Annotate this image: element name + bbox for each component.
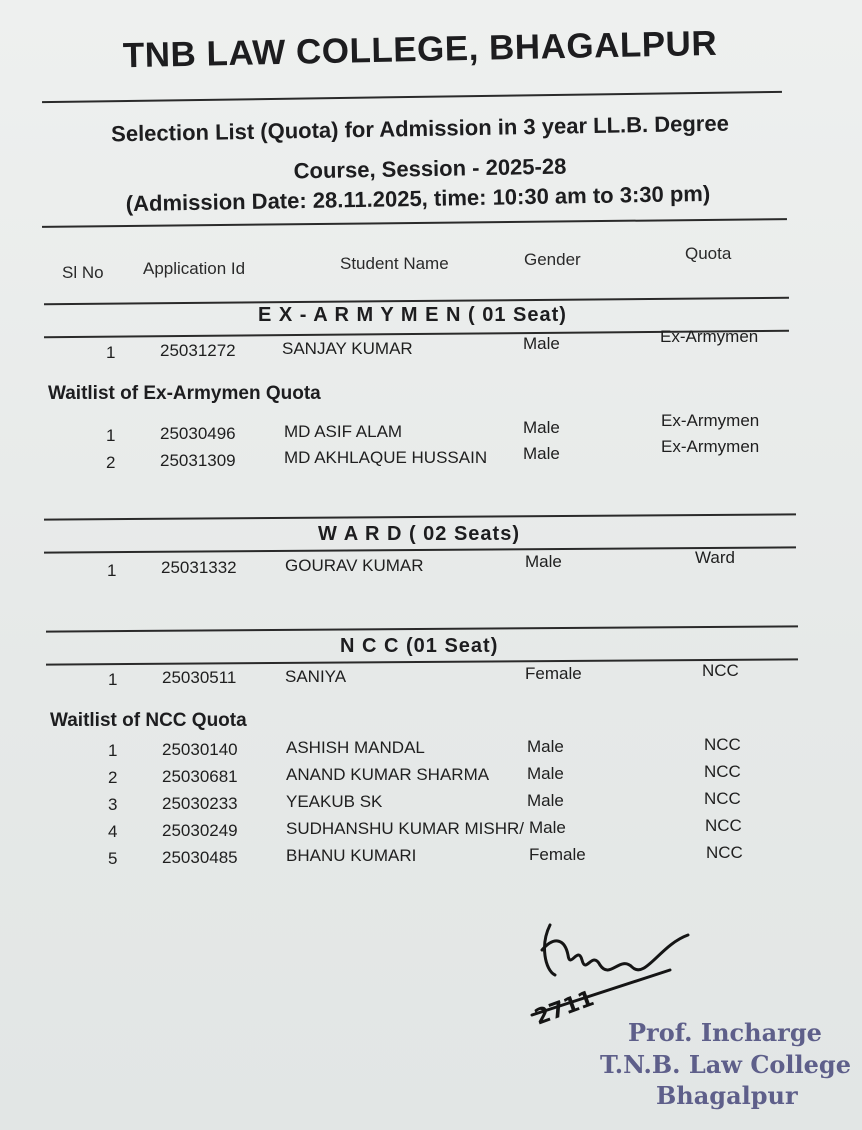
cell-gender: Male [523,444,560,463]
ward-rule [44,546,796,553]
title-underline [42,91,782,103]
section-ncc-title: N C C (01 Seat) [340,635,499,657]
cell-app-id: 25030485 [162,848,238,867]
cell-quota: NCC [704,762,741,781]
subtitle-line-3: (Admission Date: 28.11.2025, time: 10:30 am to 3:30 pm) [125,180,711,217]
cell-quota: Ex-Armymen [660,327,759,346]
col-app-id: Application Id [143,259,246,278]
subtitle-line-2: Course, Session - 2025-28 [293,153,567,184]
cell-sl: 3 [108,795,118,814]
stamp-line-1: Prof. Incharge [628,1018,822,1047]
cell-name: BHANU KUMARI [286,846,417,865]
signature [520,915,700,1035]
cell-sl: 4 [108,822,118,841]
cell-name: MD ASIF ALAM [284,422,403,441]
cell-gender: Male [529,818,566,837]
college-title: TNB LAW COLLEGE, BHAGALPUR [122,23,718,76]
cell-quota: NCC [705,816,742,835]
cell-quota: Ex-Armymen [661,437,760,456]
stamp-line-3: Bhagalpur [656,1081,798,1110]
section-exarmy-title: E X - A R M Y M E N ( 01 Seat) [258,304,567,326]
cell-app-id: 25030511 [162,668,237,687]
cell-app-id: 25030681 [162,767,238,786]
col-gender: Gender [524,250,581,269]
cell-gender: Male [527,764,564,783]
cell-app-id: 25030249 [162,821,238,840]
cell-quota: NCC [706,843,743,862]
waitlist-ncc-title: Waitlist of NCC Quota [50,710,247,731]
cell-sl: 1 [107,561,117,580]
cell-name: SANJAY KUMAR [282,339,413,358]
cell-name: SANIYA [285,667,347,686]
cell-sl: 1 [106,426,116,445]
cell-quota: NCC [704,789,741,808]
cell-name: ANAND KUMAR SHARMA [286,765,490,784]
cell-sl: 1 [106,343,116,362]
ncc-rule [46,658,798,665]
cell-quota: Ex-Armymen [661,411,760,430]
cell-gender: Male [527,791,564,810]
col-name: Student Name [340,254,449,273]
cell-app-id: 25030233 [162,794,238,813]
cell-name: GOURAV KUMAR [285,556,424,575]
cell-app-id: 25031332 [161,558,237,577]
cell-name: ASHISH MANDAL [286,738,425,757]
ncc-top-rule [46,625,798,632]
cell-name: YEAKUB SK [286,792,383,811]
cell-sl: 1 [108,670,118,689]
cell-gender: Male [523,418,560,437]
subtitle-line-1: Selection List (Quota) for Admission in 3 year LL.B. Degree [110,110,730,147]
cell-quota: NCC [702,661,739,680]
cell-sl: 2 [108,768,118,787]
col-quota: Quota [685,244,732,263]
waitlist-exarmy-title: Waitlist of Ex-Armymen Quota [48,383,321,404]
col-sl: Sl No [62,263,104,282]
cell-name: SUDHANSHU KUMAR MISHR/ [286,819,525,838]
stamp-line-2: T.N.B. Law College [600,1050,851,1079]
cell-sl: 2 [106,453,116,472]
header-rule [42,218,787,228]
cell-name: MD AKHLAQUE HUSSAIN [284,448,488,467]
cell-app-id: 25031272 [160,341,236,360]
cell-gender: Male [525,552,562,571]
cell-sl: 1 [108,741,118,760]
cell-gender: Male [523,334,560,353]
cell-quota: Ward [695,548,735,567]
cell-quota: NCC [704,735,741,754]
cell-gender: Female [529,845,586,864]
cell-app-id: 25031309 [160,451,236,470]
signature-date: 2711 [531,986,598,1031]
cell-app-id: 25030140 [162,740,238,759]
cell-app-id: 25030496 [160,424,236,443]
cell-gender: Female [525,664,582,683]
ward-top-rule [44,513,796,520]
cell-gender: Male [527,737,564,756]
cell-sl: 5 [108,849,118,868]
section-ward-title: W A R D ( 02 Seats) [318,523,520,545]
